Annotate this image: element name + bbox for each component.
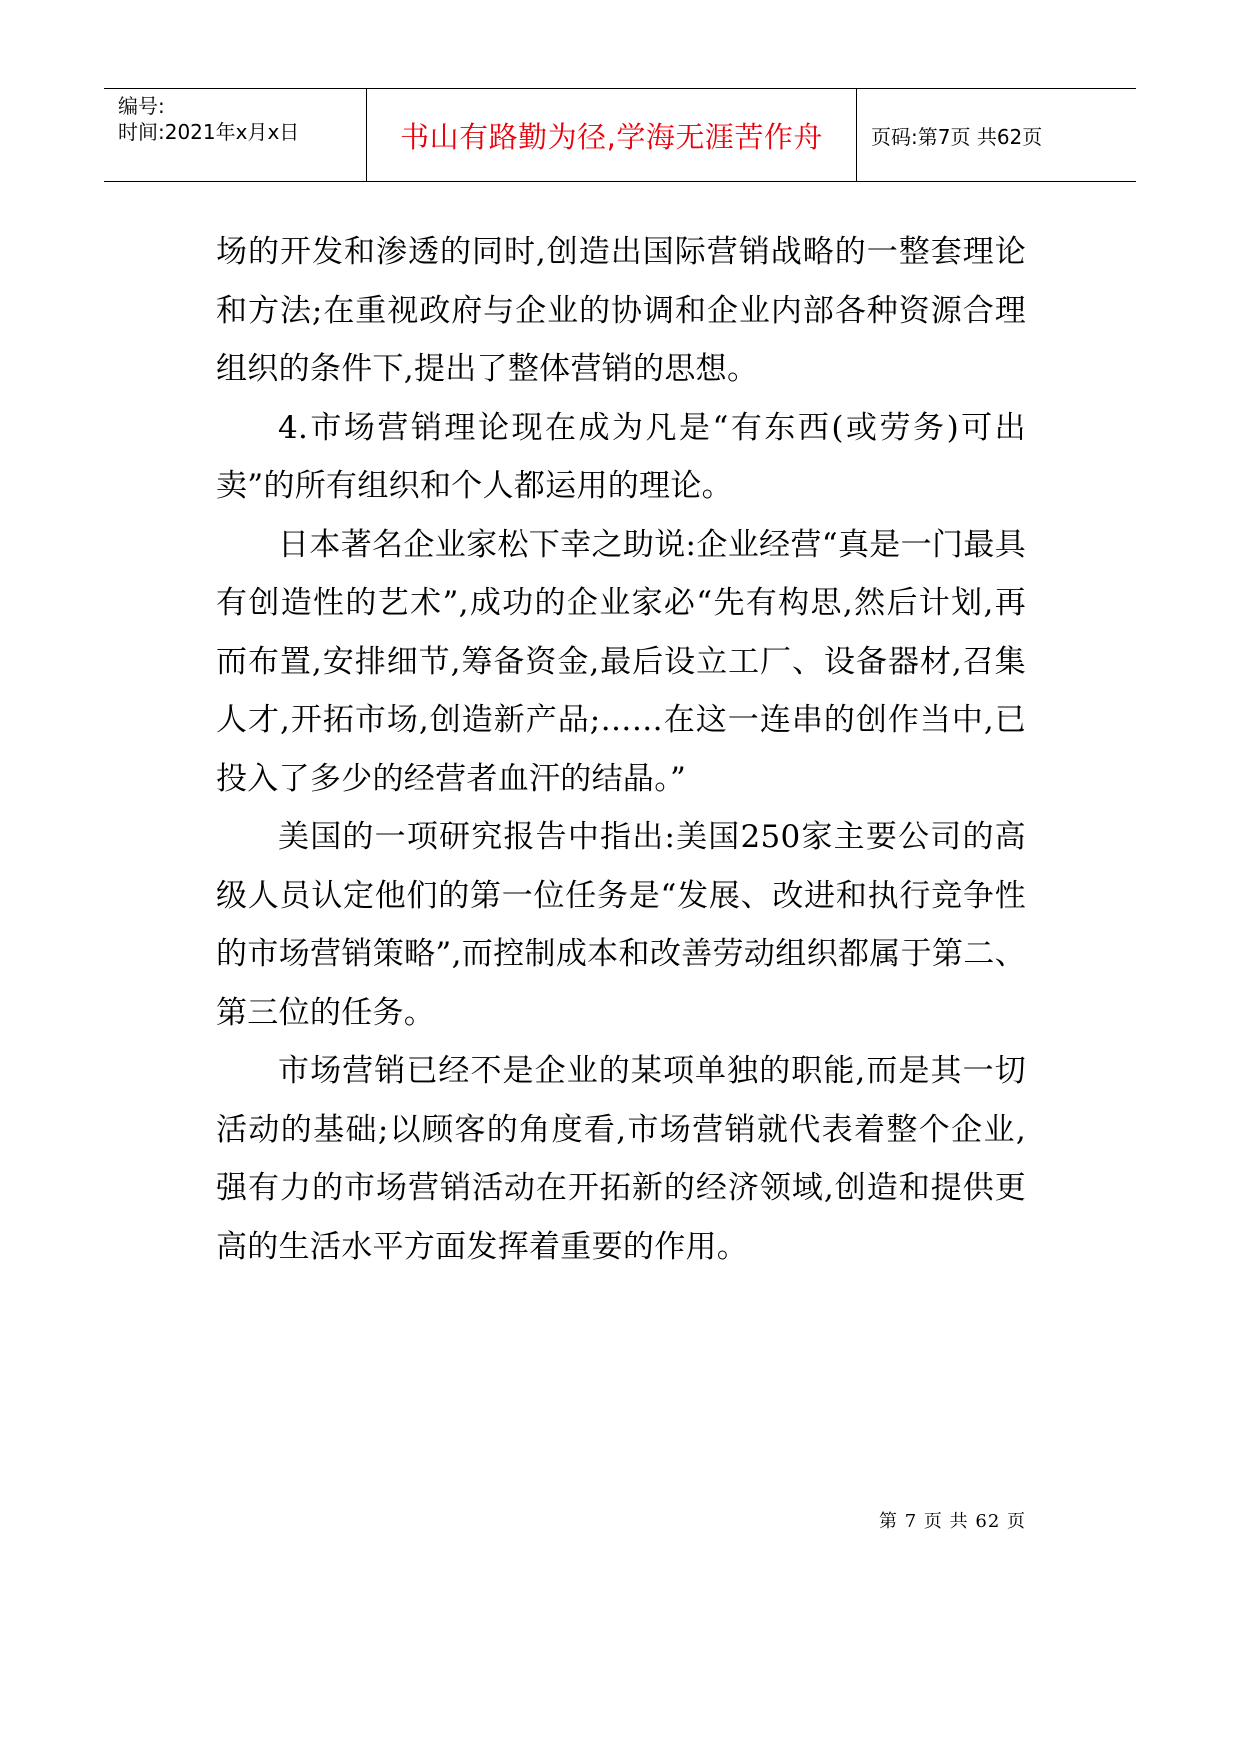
page-footer: 第 7 页 共 62 页 [879, 1511, 1026, 1532]
page-header [104, 88, 1136, 182]
body-paragraph: 4.市场营销理论现在成为凡是“有东西(或劳务)可出卖”的所有组织和个人都运用的理论。 [216, 409, 1026, 504]
body-paragraph: 美国的一项研究报告中指出:美国250家主要公司的高级人员认定他们的第一位任务是“发展、改进和执行竞争性的市场营销策略”,而控制成本和改善劳动组织都属于第二、第三位的任务。 [216, 819, 1026, 1031]
body-paragraph: 市场营销已经不是企业的某项单独的职能,而是其一切活动的基础;以顾客的角度看,市场营销就代表着整个企业,强有力的市场营销活动在开拓新的经济领域,创造和提供更高的生活水平方面发挥着重要的作用。 [216, 1053, 1026, 1265]
header-page-info: 页码:第7页 共62页 [871, 124, 1043, 149]
document-body [216, 223, 1026, 1276]
header-motto: 书山有路勤为径,学海无涯苦作舟 [367, 89, 857, 181]
header-meta [104, 89, 367, 181]
body-paragraph: 场的开发和渗透的同时,创造出国际营销战略的一整套理论和方法;在重视政府与企业的协调和企业内部各种资源合理组织的条件下,提出了整体营销的思想。 [216, 234, 1026, 387]
body-paragraph: 日本著名企业家松下幸之助说:企业经营“真是一门最具有创造性的艺术”,成功的企业家必“先有构思,然后计划,再而布置,安排细节,筹备资金,最后设立工厂、设备器材,召集人才,开拓市场,创造新产品;……在这一连串的创作当中,已投入了多少的经营者血汗的结晶。” [216, 526, 1026, 797]
document-number-label: 编号: [118, 94, 165, 118]
document-time-label: 时间:2021年x月x日 [118, 120, 300, 144]
